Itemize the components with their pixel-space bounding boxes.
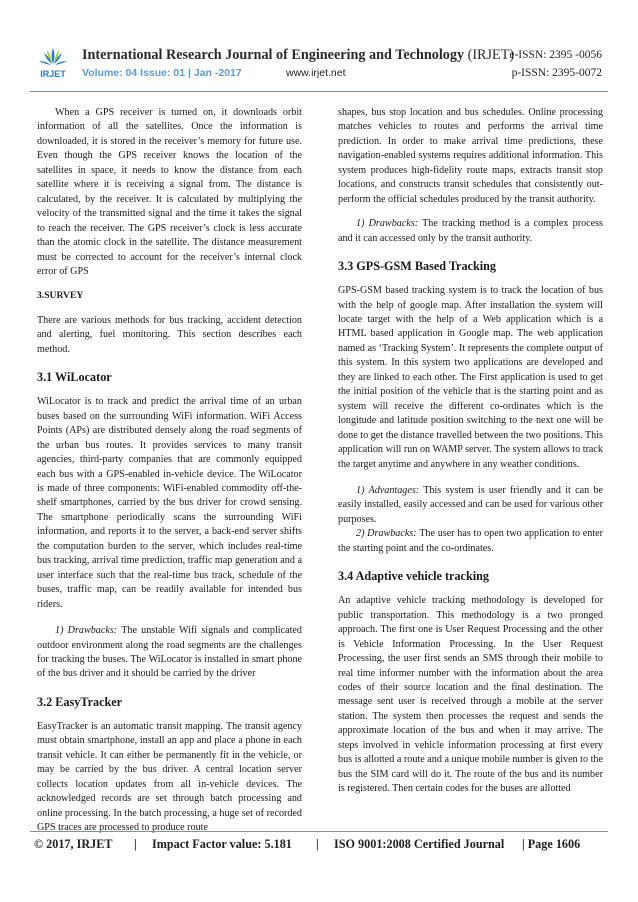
gpsgsm-drawbacks (338, 527, 603, 556)
adaptive-paragraph: An adaptive vehicle tracking methodology is developed for public transportation. This methodology is a two pronged approach. The first one is User Request Processing and the other is Vehicle Information Processing. In the User Request Processing, the user first sends an SMS through their mobile to real time informer number with the information about the area codes of their source location and the final destination. The message sent user is received through a mobile at the server station. The system then processes the request and sends the approximate location of the bus and when it may arrive. The steps involved in vehicle information processing at first every bus is allotted a route and a unique mobile number is given to the bus the SIM card will do it. The route of the bus and its number is registered. Then certain codes for the buses are allotted (338, 595, 603, 795)
journal-title (82, 47, 514, 64)
gpsgsm-advantages (338, 484, 603, 527)
easytracker-drawbacks-text: The tracking method is a complex process and it can accessed only by the transit authority. (338, 218, 604, 244)
journal-abbr: (IRJET) (467, 47, 515, 63)
left-column (37, 106, 302, 835)
p-issn: p-ISSN: 2395-0072 (511, 67, 602, 79)
gpsgsm-advantages-text: This system is user friendly and it can be easily installed, easily accessed and can be used for various other purposes. (338, 484, 603, 525)
e-issn: e-ISSN: 2395 -0056 (509, 49, 602, 61)
footer-impact-factor: Impact Factor value: 5.181 (152, 837, 292, 851)
survey-heading: 3.SURVEY (37, 290, 84, 302)
adaptive-heading: 3.4 Adaptive vehicle tracking (338, 569, 489, 584)
journal-website-link[interactable]: www.irjet.net (286, 67, 346, 79)
gpsgsm-drawbacks-text: The user has to open two application to enter the starting point and the co-ordinates. (338, 528, 604, 554)
volume-issue: Volume: 04 Issue: 01 | Jan -2017 (82, 67, 242, 79)
journal-header (30, 40, 608, 92)
easytracker-paragraph: EasyTracker is an automatic transit mapping. The transit agency must obtain smartphone, install an app and place a phone in each transit vehicle. It can either be permanently fit in the vehicle, or may be carried by the bus driver. A central location server collects location updates from all in-vehicle devices. The acknowledged records are set through batch processing and online processing. In the batch processing, a huge set of recorded GPS traces are processed to produce route (37, 720, 302, 834)
footer-copyright: © 2017, IRJET (34, 837, 113, 851)
journal-title-text: International Research Journal of Engineering and Technology (82, 47, 465, 63)
survey-paragraph: There are various methods for bus tracking, accident detection and alerting, fuel monitoring. This section describes each method. (37, 314, 302, 355)
gpsgsm-heading: 3.3 GPS-GSM Based Tracking (338, 259, 497, 274)
footer-divider (30, 831, 608, 832)
footer-page-number: | Page 1606 (522, 837, 581, 851)
wilocator-drawbacks-label: 1) Drawbacks: (55, 625, 118, 637)
footer-iso: ISO 9001:2008 Certified Journal (334, 837, 505, 851)
gpsgsm-drawbacks-label: 2) Drawbacks: (356, 528, 417, 540)
right-column (338, 106, 603, 797)
footer-separator: | (134, 837, 137, 851)
easytracker-drawbacks (338, 217, 603, 246)
easytracker-drawbacks-label: 1) Drawbacks: (356, 218, 419, 230)
irjet-logo-icon (36, 44, 70, 84)
gpsgsm-paragraph: GPS-GSM based tracking system is to track the location of bus with the help of google map. After installation the system will locate target with the help of a Web application which is a HTML based application in Google map. The web application named as ‘Tracking System’. It represents the complete output of this system. In this system two applications are developed and they are linked to each other. The First application is used to get the initial position of the vehicle that is the starting point and as system will receive the different co-ordinates which is the longitude and latitude position switching to the next one will be done to get the distance travelled between the two positions. This application will run on WAMP server. The system allows to track the target anytime and anywhere in any weather conditions. (338, 285, 603, 470)
logo-text: IRJET (40, 69, 66, 79)
gps-paragraph: When a GPS receiver is turned on, it downloads orbit information of all the satellites. Once the information is downloaded, it is stored in the receiver’s memory for future use. Even though the GPS receiver knows the location of the satellites in space, it needs to know the distance from each satellite where it is receiving a signal from. The distance is calculated, by the receiver. It is calculated by multiplying the velocity of the transmitted signal and the time it takes the signal to reach the receiver. The GPS receiver’s clock is less accurate than the atomic clock in the satellite. The distance measurement must be corrected to account for the receiver’s internal clock error of GPS (37, 107, 302, 277)
gpsgsm-advantages-label: 1) Advantages: (356, 484, 420, 496)
wilocator-drawbacks-text: The unstable Wifi signals and complicated outdoor environment along the road segments are the challenges for tracking the buses. The WiLocator is installed in smart phone of the bus driver and it should be carried by the driver (37, 625, 302, 680)
wilocator-paragraph: WiLocator is to track and predict the arrival time of an urban buses based on the surrounding WiFi information. WiFi Access Points (APs) are distributed densely along the road segments of the urban bus routes. It provides services to many transit agencies, third-party companies that are commonly equipped each bus with a GPS-enabled in-vehicle device. The WiLocator is made of three components: WiFi-enabled commodity off-the-shelf smartphones, carried by the bus driver for crowd sensing. The smartphone periodically scans the surrounding WiFi information, and reports it to the server, a back-end server shifts the computation burden to the server, which includes real-time bus tracking, arrival time prediction, traffic map generation and a user interface such that the real-time bus track, schedule of the buses, traffic map, can be readily available for intended bus riders. (37, 396, 302, 610)
wilocator-heading: 3.1 WiLocator (37, 370, 112, 385)
wilocator-drawbacks (37, 624, 302, 682)
footer-separator: | (316, 837, 319, 851)
header-divider (30, 91, 608, 92)
easytracker-continued: shapes, bus stop location and bus schedules. Online processing matches vehicles to routes and performs the arrival time prediction. In order to make arrival time predictions, these navigation-enabled systems requires additional information. This system produces high-fidelity route maps, extracts transit stop locations, and constructs transit schedules that consistently out-perform the official schedules produced by the transit authority. (338, 107, 603, 205)
easytracker-heading: 3.2 EasyTracker (37, 694, 123, 709)
